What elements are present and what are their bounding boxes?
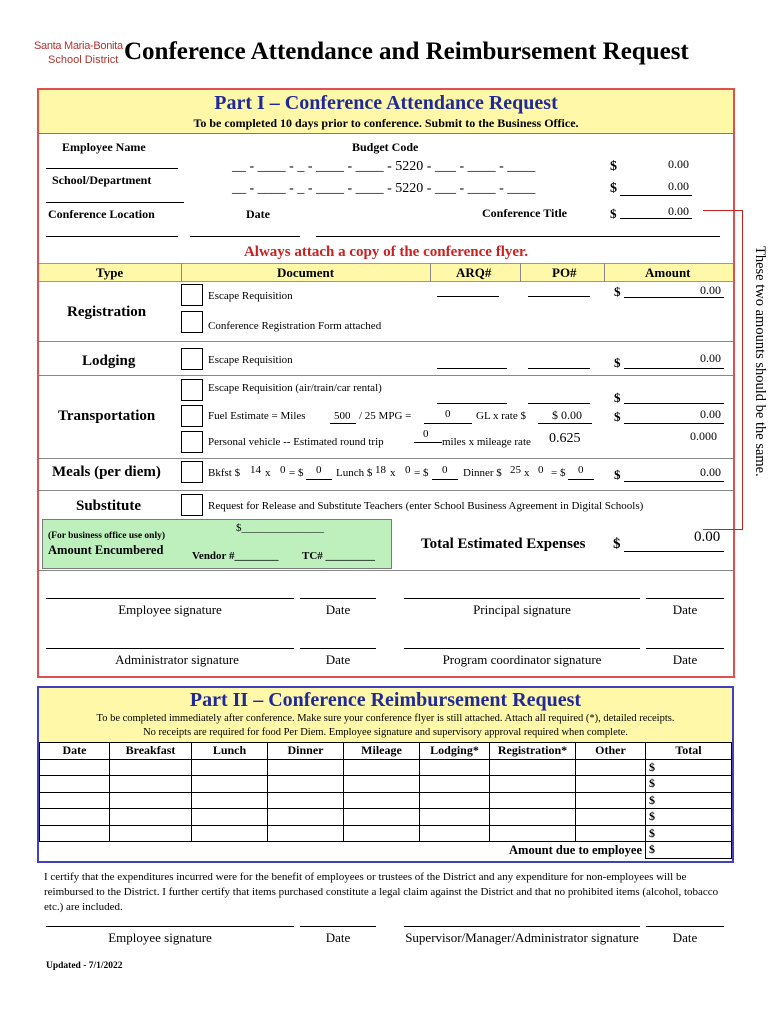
meal-bkfst-label: Bkfst $ bbox=[208, 467, 241, 479]
col-breakfast: Breakfast bbox=[110, 743, 192, 760]
conference-title-field[interactable] bbox=[316, 236, 720, 237]
cell-dinner[interactable] bbox=[268, 792, 344, 809]
date-label-1: Date bbox=[325, 602, 351, 617]
meal-eq3: = $ bbox=[551, 467, 566, 479]
registration-dollar: $ bbox=[614, 284, 621, 299]
total-estimated-value[interactable]: 0.00 bbox=[694, 529, 721, 545]
fuel-dollar: $ bbox=[614, 409, 621, 424]
substitute-checkbox[interactable] bbox=[181, 494, 203, 516]
meal-eq1: = $ bbox=[289, 467, 304, 479]
personal-vehicle-miles[interactable]: 0 bbox=[423, 428, 429, 440]
employee-signature-label: Employee signature bbox=[118, 602, 222, 617]
employee-name-field[interactable] bbox=[46, 168, 178, 169]
registration-po-field[interactable] bbox=[528, 296, 590, 297]
budget-amount2[interactable]: 0.00 bbox=[668, 179, 689, 193]
transport-escape-checkbox[interactable] bbox=[181, 379, 203, 401]
total-line bbox=[624, 551, 724, 552]
fuel-prefix: Fuel Estimate = Miles bbox=[208, 410, 306, 422]
po-header: PO# bbox=[552, 265, 577, 280]
document-header: Document bbox=[277, 265, 335, 280]
district-logo bbox=[34, 36, 126, 82]
tc-field[interactable]: TC# _________ bbox=[302, 550, 376, 562]
administrator-date-line[interactable] bbox=[300, 648, 376, 649]
school-dept-field[interactable] bbox=[46, 202, 184, 203]
header-divider bbox=[520, 263, 521, 282]
cell-registration[interactable] bbox=[490, 776, 576, 793]
arq-header: ARQ# bbox=[456, 265, 492, 280]
amount2-underline bbox=[620, 195, 692, 196]
col-lodging: Lodging* bbox=[420, 743, 490, 760]
row-divider bbox=[39, 375, 733, 376]
registration-form-label: Conference Registration Form attached bbox=[208, 320, 382, 332]
lodging-arq-field[interactable] bbox=[437, 368, 507, 369]
cell-dinner[interactable] bbox=[268, 759, 344, 776]
budget-amount1[interactable]: 0.00 bbox=[668, 157, 689, 171]
lodging-escape-checkbox[interactable] bbox=[181, 348, 203, 370]
cell-lunch[interactable] bbox=[192, 759, 268, 776]
cell-other[interactable] bbox=[576, 776, 646, 793]
transport-arq-field[interactable] bbox=[437, 403, 507, 404]
meals-dollar: $ bbox=[614, 467, 621, 482]
registration-arq-field[interactable] bbox=[437, 296, 499, 297]
fuel-miles[interactable]: 500 bbox=[334, 410, 351, 422]
lodging-amount[interactable]: 0.00 bbox=[700, 351, 721, 365]
meal-bkfst-total[interactable]: 0 bbox=[316, 464, 322, 476]
side-note bbox=[752, 246, 770, 496]
budget-code-line1[interactable]: __ - ____ - _ - ____ - ____ - 5220 - ___ - ____ - ____ bbox=[232, 159, 536, 174]
personal-vehicle-prefix: Personal vehicle -- Estimated round trip bbox=[208, 436, 384, 448]
principal-signature-label: Principal signature bbox=[473, 602, 571, 617]
total-dollar: $ bbox=[613, 536, 621, 552]
meal-lunch-label: Lunch $ bbox=[336, 467, 373, 479]
part2-title: Part II – Conference Reimbursement Request bbox=[189, 689, 582, 711]
personal-vehicle-checkbox[interactable] bbox=[181, 431, 203, 453]
fuel-amount[interactable]: 0.00 bbox=[700, 407, 721, 421]
table-header-row bbox=[40, 743, 732, 760]
p2-employee-signature-line[interactable] bbox=[46, 926, 294, 927]
personal-vehicle-amount[interactable]: 0.000 bbox=[690, 429, 717, 443]
col-other: Other bbox=[576, 743, 646, 760]
fuel-gallons-line bbox=[424, 423, 472, 424]
updated-date: Updated - 7/1/2022 bbox=[46, 961, 123, 971]
meal-lunch-qty[interactable]: 0 bbox=[405, 464, 411, 476]
meal-bkfst-qty[interactable]: 0 bbox=[280, 464, 286, 476]
cell-dinner[interactable] bbox=[268, 809, 344, 826]
cell-lodging[interactable] bbox=[420, 759, 490, 776]
date-label: Date bbox=[246, 207, 270, 221]
row-divider bbox=[39, 341, 733, 342]
meal-bkfst-rate[interactable]: 14 bbox=[250, 464, 261, 476]
row-divider bbox=[39, 458, 733, 459]
cell-mileage[interactable] bbox=[344, 792, 420, 809]
p2-date-label-1: Date bbox=[325, 930, 351, 945]
meal-lunch-total[interactable]: 0 bbox=[442, 464, 448, 476]
coordinator-signature-line[interactable] bbox=[404, 648, 640, 649]
cell-mileage[interactable] bbox=[344, 825, 420, 842]
cell-date[interactable] bbox=[40, 759, 110, 776]
amount-due-value[interactable]: $ bbox=[646, 842, 732, 859]
cell-mileage[interactable] bbox=[344, 759, 420, 776]
amount-header: Amount bbox=[645, 265, 691, 280]
header-divider bbox=[181, 263, 182, 282]
cell-other[interactable] bbox=[576, 759, 646, 776]
conference-location-field[interactable] bbox=[46, 236, 178, 237]
cell-registration[interactable] bbox=[490, 825, 576, 842]
amount-encumbered-label: Amount Encumbered bbox=[48, 543, 164, 557]
cell-lodging[interactable] bbox=[420, 792, 490, 809]
employee-name-label: Employee Name bbox=[62, 140, 146, 154]
cell-dinner[interactable] bbox=[268, 776, 344, 793]
fuel-rate[interactable]: $ 0.00 bbox=[552, 408, 582, 422]
principal-date-line[interactable] bbox=[646, 598, 724, 599]
table-row bbox=[40, 759, 732, 776]
table-row bbox=[40, 809, 732, 826]
administrator-signature-label: Administrator signature bbox=[115, 652, 239, 667]
cell-lodging[interactable] bbox=[420, 809, 490, 826]
meal-bkfst-line bbox=[306, 479, 332, 480]
meal-dinner-qty[interactable]: 0 bbox=[538, 464, 544, 476]
supervisor-signature-label: Supervisor/Manager/Administrator signature bbox=[405, 930, 639, 945]
cell-breakfast[interactable] bbox=[110, 792, 192, 809]
row-divider bbox=[39, 490, 733, 491]
amount-due-label: Amount due to employee bbox=[40, 842, 646, 859]
principal-signature-line[interactable] bbox=[404, 598, 640, 599]
registration-escape-checkbox[interactable] bbox=[181, 284, 203, 306]
col-registration: Registration* bbox=[490, 743, 576, 760]
transport-escape-label: Escape Requisition (air/train/car rental) bbox=[208, 382, 382, 394]
part2-instructions-1: To be completed immediately after conference. Make sure your conference flyer is still attached. Attach all required (*), detailed receipts. bbox=[96, 713, 675, 724]
cell-date[interactable] bbox=[40, 792, 110, 809]
meal-x2: x bbox=[390, 467, 396, 479]
encumbered-amount-field[interactable]: $_______________ bbox=[236, 522, 324, 534]
cell-date[interactable] bbox=[40, 809, 110, 826]
table-row bbox=[40, 825, 732, 842]
administrator-signature-line[interactable] bbox=[46, 648, 294, 649]
cell-date[interactable] bbox=[40, 825, 110, 842]
cell-lodging[interactable] bbox=[420, 825, 490, 842]
type-meals: Meals (per diem) bbox=[52, 464, 161, 480]
date-label-2: Date bbox=[672, 602, 698, 617]
conference-title-label: Conference Title bbox=[482, 206, 567, 220]
header-divider bbox=[604, 263, 605, 282]
side-bracket bbox=[703, 210, 743, 530]
vendor-field[interactable]: Vendor #________ bbox=[192, 550, 279, 562]
date-label-4: Date bbox=[672, 652, 698, 667]
meal-lunch-rate[interactable]: 18 bbox=[375, 464, 386, 476]
cell-lunch[interactable] bbox=[192, 776, 268, 793]
col-dinner: Dinner bbox=[268, 743, 344, 760]
cell-lunch[interactable] bbox=[192, 792, 268, 809]
registration-form-checkbox[interactable] bbox=[181, 311, 203, 333]
p2-date-label-2: Date bbox=[672, 930, 698, 945]
col-mileage: Mileage bbox=[344, 743, 420, 760]
cell-registration[interactable] bbox=[490, 759, 576, 776]
cell-total[interactable]: $ bbox=[646, 825, 732, 842]
header-divider bbox=[430, 263, 431, 282]
col-total: Total bbox=[646, 743, 732, 760]
reimbursement-table bbox=[39, 742, 732, 859]
side-note-text: These two amounts should be the same. bbox=[752, 246, 768, 477]
cell-registration[interactable] bbox=[490, 792, 576, 809]
business-office-label: (For business office use only) bbox=[48, 531, 165, 541]
signature-section-divider bbox=[39, 570, 733, 571]
employee-date-line[interactable] bbox=[300, 598, 376, 599]
type-substitute: Substitute bbox=[76, 498, 142, 514]
total-estimated-label: Total Estimated Expenses bbox=[421, 536, 586, 552]
school-dept-label: School/Department bbox=[52, 173, 152, 187]
meal-dinner-rate[interactable]: 25 bbox=[510, 464, 521, 476]
table-row bbox=[40, 792, 732, 809]
meal-x1: x bbox=[265, 467, 271, 479]
budget-amount3[interactable]: 0.00 bbox=[668, 204, 689, 218]
cell-lodging[interactable] bbox=[420, 776, 490, 793]
cell-total[interactable]: $ bbox=[646, 809, 732, 826]
meals-checkbox[interactable] bbox=[181, 461, 203, 483]
personal-vehicle-suffix: miles x mileage rate bbox=[442, 436, 531, 448]
part1-title: Part I – Conference Attendance Request bbox=[214, 92, 558, 114]
col-date: Date bbox=[40, 743, 110, 760]
personal-miles-line bbox=[414, 442, 442, 443]
fuel-gl-label: GL x rate $ bbox=[476, 410, 526, 422]
lodging-dollar: $ bbox=[614, 355, 621, 370]
meal-eq2: = $ bbox=[414, 467, 429, 479]
meal-lunch-line bbox=[432, 479, 458, 480]
logo-line2: School District bbox=[48, 54, 119, 66]
fuel-checkbox[interactable] bbox=[181, 405, 203, 427]
conference-location-label: Conference Location bbox=[48, 207, 155, 221]
cell-lunch[interactable] bbox=[192, 809, 268, 826]
transport-escape-dollar: $ bbox=[614, 390, 621, 405]
cell-other[interactable] bbox=[576, 825, 646, 842]
table-row bbox=[40, 776, 732, 793]
cell-total[interactable]: $ bbox=[646, 776, 732, 793]
flyer-notice: Always attach a copy of the conference flyer. bbox=[243, 244, 529, 260]
type-transportation: Transportation bbox=[58, 408, 156, 424]
cell-date[interactable] bbox=[40, 776, 110, 793]
type-registration: Registration bbox=[67, 304, 147, 320]
part2-instructions-2: No receipts are required for food Per Diem. Employee signature and supervisory approval required when complete. bbox=[143, 727, 628, 738]
cell-breakfast[interactable] bbox=[110, 759, 192, 776]
cell-total[interactable]: $ bbox=[646, 759, 732, 776]
cell-breakfast[interactable] bbox=[110, 776, 192, 793]
p2-employee-date-line[interactable] bbox=[300, 926, 376, 927]
mileage-rate[interactable]: 0.625 bbox=[549, 431, 581, 446]
cell-dinner[interactable] bbox=[268, 825, 344, 842]
coordinator-date-line[interactable] bbox=[646, 648, 724, 649]
supervisor-signature-line[interactable] bbox=[404, 926, 640, 927]
cell-breakfast[interactable] bbox=[110, 809, 192, 826]
meal-dinner-line bbox=[568, 479, 594, 480]
amount-due-row bbox=[40, 842, 732, 859]
meals-amount[interactable]: 0.00 bbox=[700, 465, 721, 479]
amount2-symbol: $ bbox=[610, 181, 617, 196]
registration-amount[interactable]: 0.00 bbox=[700, 283, 721, 297]
cell-registration[interactable] bbox=[490, 809, 576, 826]
cell-other[interactable] bbox=[576, 809, 646, 826]
cell-total[interactable]: $ bbox=[646, 792, 732, 809]
employee-signature-line[interactable] bbox=[46, 598, 294, 599]
lodging-escape-label: Escape Requisition bbox=[208, 354, 293, 366]
part1-header-divider bbox=[39, 133, 733, 134]
p2-employee-signature-label: Employee signature bbox=[108, 930, 212, 945]
cell-lunch[interactable] bbox=[192, 825, 268, 842]
certification-text: I certify that the expenditures incurred were for the benefit of employees or trustees of the District and any expenditure for non-employees will be reimbursed to the District. I further certify that items purchased constitute a legal claim against the District and that no prohibited items (alcohol, tobacco etc.) are included. bbox=[44, 871, 719, 913]
lodging-po-field[interactable] bbox=[528, 368, 590, 369]
document-table-header bbox=[39, 263, 733, 282]
type-header: Type bbox=[96, 265, 124, 280]
fuel-mid: / 25 MPG = bbox=[359, 410, 412, 422]
amount1-symbol: $ bbox=[610, 159, 617, 174]
meal-dinner-label: Dinner $ bbox=[463, 467, 502, 479]
fuel-miles-line bbox=[330, 423, 356, 424]
coordinator-signature-label: Program coordinator signature bbox=[442, 652, 602, 667]
supervisor-date-line[interactable] bbox=[646, 926, 724, 927]
budget-code-label: Budget Code bbox=[352, 140, 419, 154]
cell-mileage[interactable] bbox=[344, 809, 420, 826]
substitute-label: Request for Release and Substitute Teachers (enter School Business Agreement in Digital Schools) bbox=[208, 500, 644, 512]
transport-po-field[interactable] bbox=[528, 403, 590, 404]
part1-subtitle: To be completed 10 days prior to conference. Submit to the Business Office. bbox=[193, 116, 579, 130]
fuel-gallons[interactable]: 0 bbox=[445, 408, 451, 420]
meal-x3: x bbox=[524, 467, 530, 479]
meal-dinner-total[interactable]: 0 bbox=[578, 464, 584, 476]
cell-other[interactable] bbox=[576, 792, 646, 809]
fuel-rate-line bbox=[538, 423, 592, 424]
date-label-3: Date bbox=[325, 652, 351, 667]
col-lunch: Lunch bbox=[192, 743, 268, 760]
type-lodging: Lodging bbox=[82, 353, 136, 369]
budget-code-line2[interactable]: __ - ____ - _ - ____ - ____ - 5220 - ___ - ____ - ____ bbox=[232, 181, 536, 196]
amount3-symbol: $ bbox=[610, 206, 617, 221]
page-title: Conference Attendance and Reimbursement Request bbox=[124, 38, 689, 65]
registration-escape-label: Escape Requisition bbox=[208, 290, 293, 302]
cell-breakfast[interactable] bbox=[110, 825, 192, 842]
cell-mileage[interactable] bbox=[344, 776, 420, 793]
logo-line1: Santa Maria-Bonita bbox=[34, 40, 123, 52]
date-field[interactable] bbox=[190, 236, 300, 237]
